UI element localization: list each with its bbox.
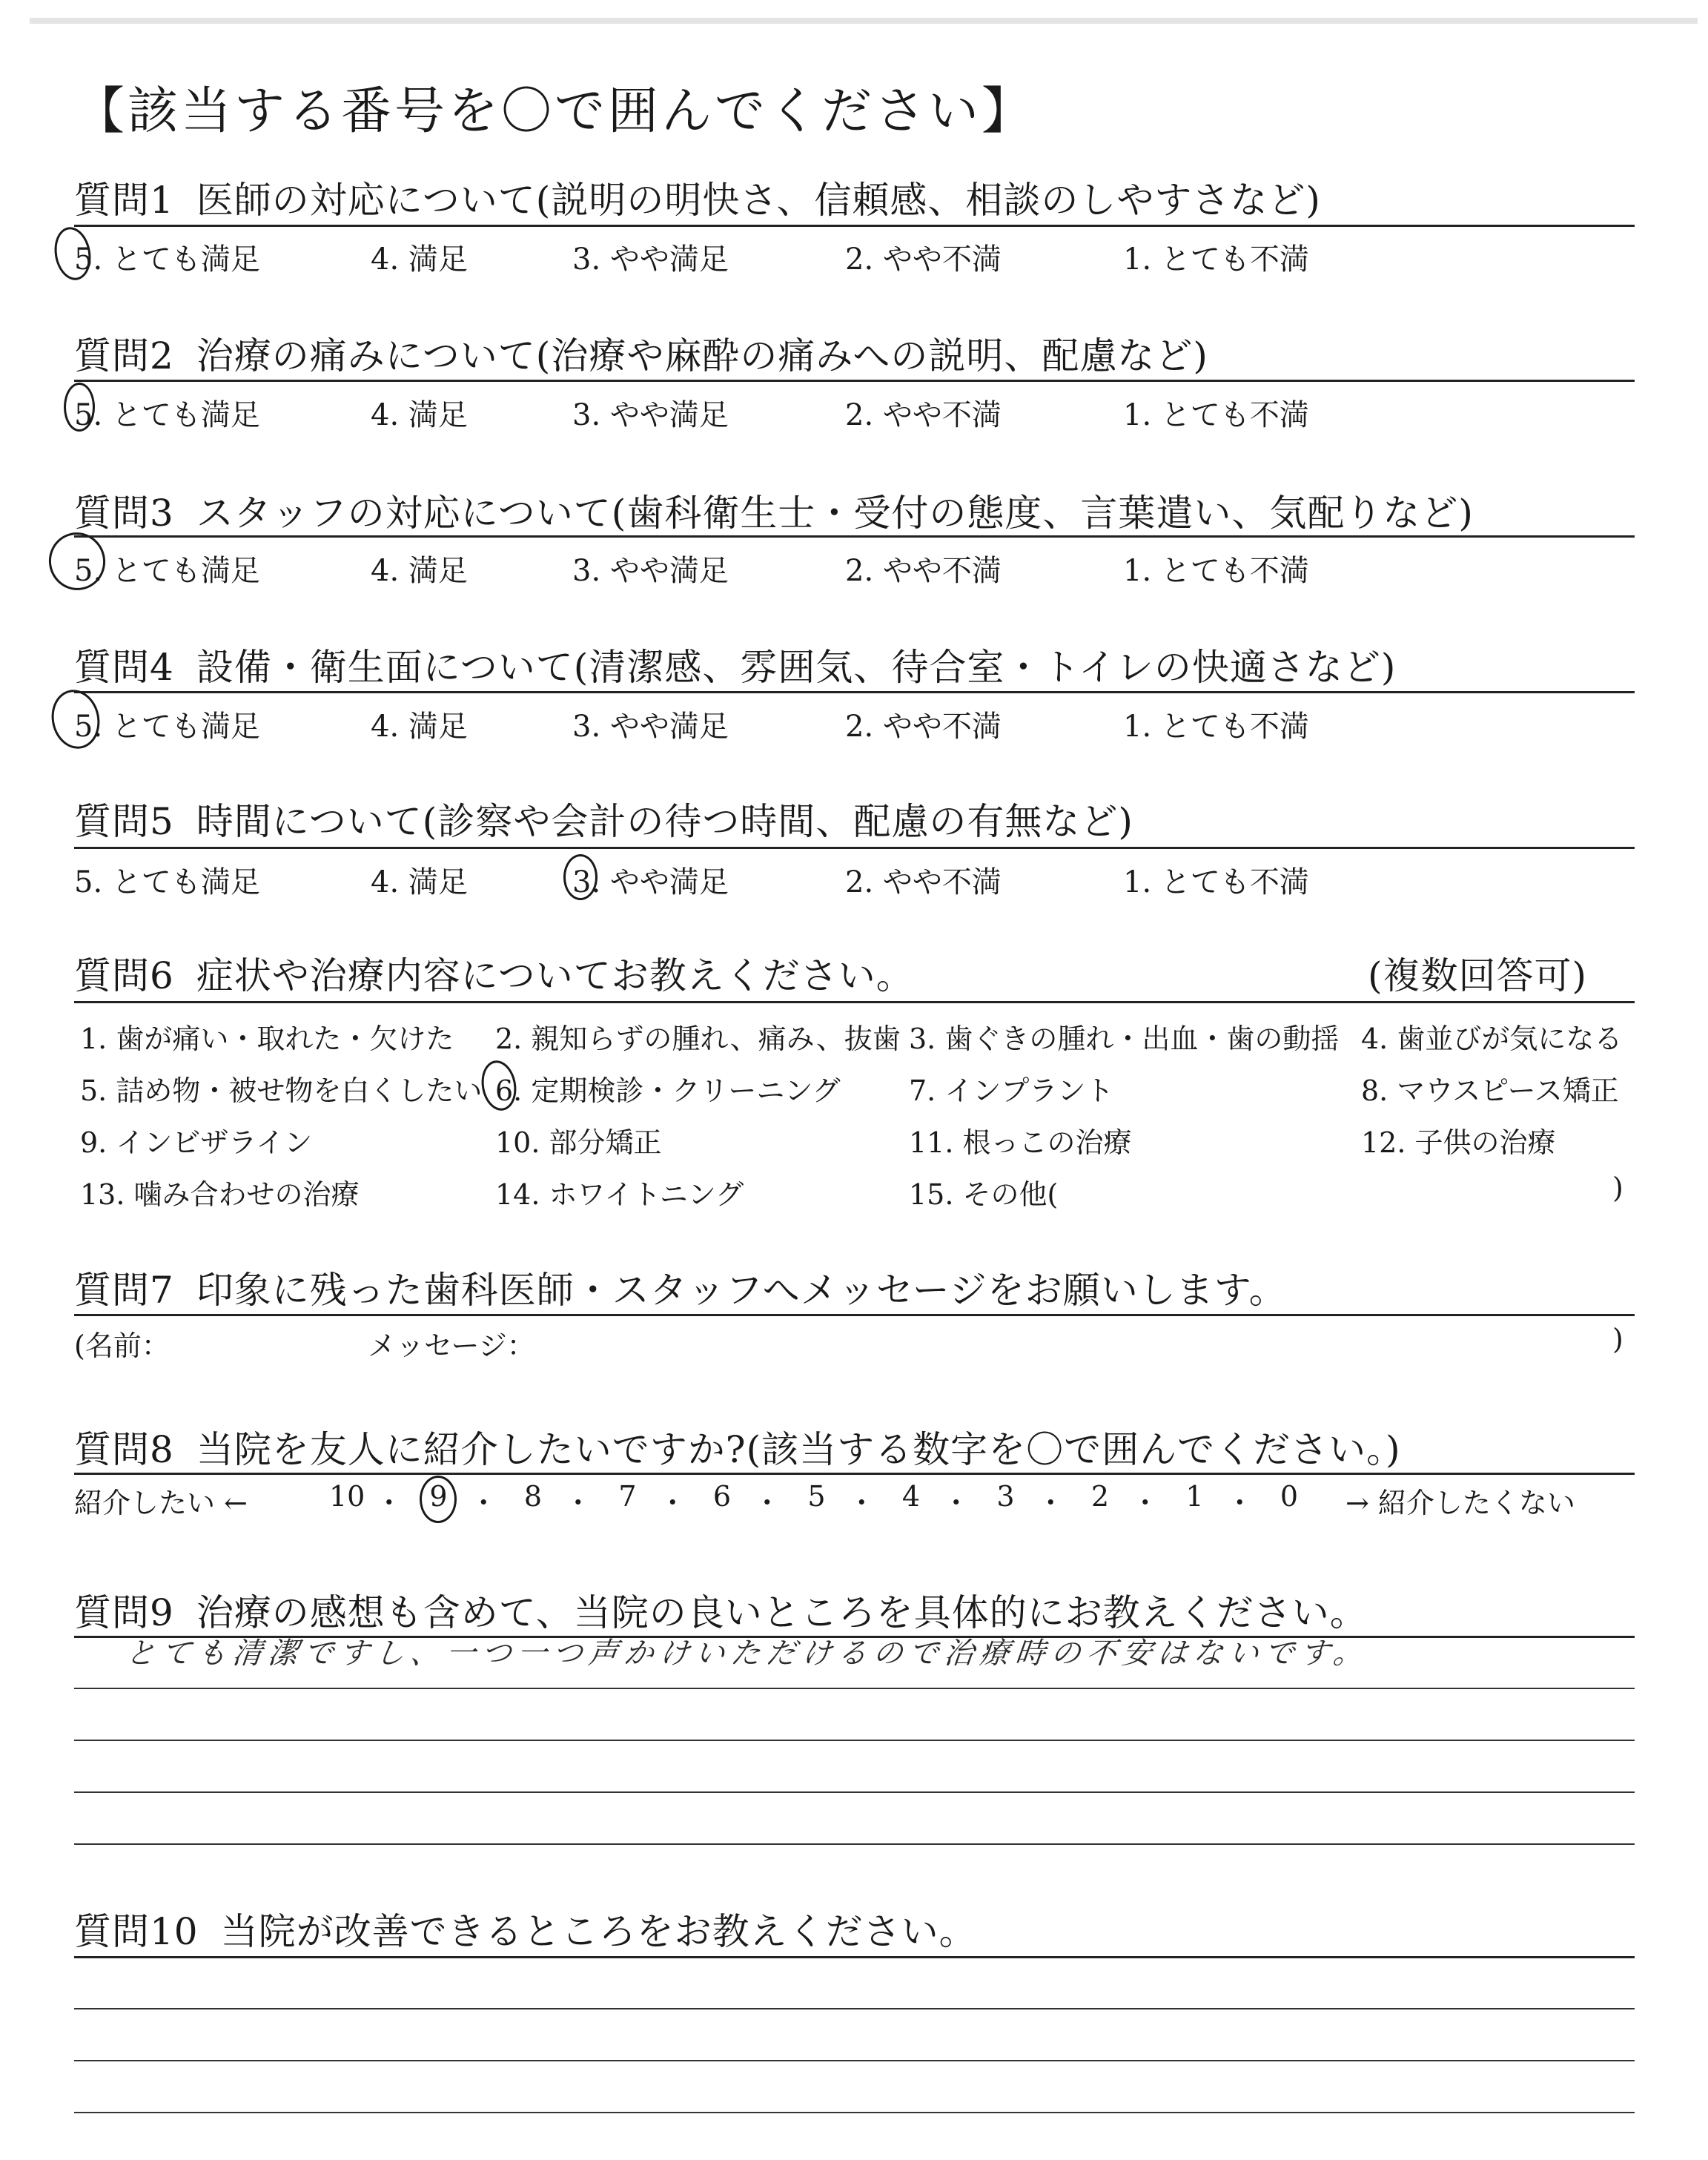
q2-option-5[interactable]: 5. とても満足 — [74, 398, 260, 432]
question-7 — [74, 1261, 1287, 1314]
q8-separator-dot: ・ — [1036, 1487, 1065, 1519]
question-7-rule — [74, 1314, 1635, 1316]
question-4 — [74, 638, 1396, 691]
question-6-number: 質問6 — [74, 954, 174, 997]
q6-item-4[interactable]: 4. 歯並びが気になる — [1361, 1023, 1623, 1055]
q8-separator-dot: ・ — [374, 1487, 403, 1519]
q3-option-5[interactable]: 5. とても満足 — [74, 554, 260, 588]
q8-score-10[interactable]: 10 — [329, 1480, 365, 1513]
question-5-rule — [74, 847, 1635, 849]
q8-score-3[interactable]: 3 — [996, 1480, 1015, 1513]
q8-selection-circle — [420, 1476, 457, 1523]
q2-option-2[interactable]: 2. やや不満 — [845, 398, 1002, 432]
q8-score-1[interactable]: 1 — [1185, 1480, 1204, 1513]
q6-item-12[interactable]: 12. 子供の治療 — [1361, 1126, 1556, 1159]
question-4-number: 質問4 — [74, 646, 174, 689]
q1-option-2[interactable]: 2. やや不満 — [845, 242, 1002, 277]
question-3 — [74, 483, 1474, 537]
question-7-number: 質問7 — [74, 1269, 174, 1312]
question-8-number: 質問8 — [74, 1428, 174, 1471]
q9-answer-line-1 — [74, 1688, 1635, 1689]
q7-close-paren: ) — [1612, 1323, 1623, 1355]
q8-separator-dot: ・ — [563, 1487, 592, 1519]
q6-item-8[interactable]: 8. マウスピース矯正 — [1361, 1074, 1619, 1107]
q8-separator-dot: ・ — [847, 1487, 876, 1519]
q8-separator-dot: ・ — [469, 1487, 498, 1519]
question-2-text: 治療の痛みについて(治療や麻酔の痛みへの説明、配慮など) — [196, 334, 1208, 377]
q8-separator-dot: ・ — [658, 1487, 687, 1519]
q6-item-10[interactable]: 10. 部分矯正 — [495, 1126, 662, 1159]
q7-name-label: (名前： — [74, 1330, 170, 1362]
q6-item-1[interactable]: 1. 歯が痛い・取れた・欠けた — [80, 1023, 454, 1055]
q5-option-3[interactable]: 3. やや満足 — [572, 865, 729, 899]
question-8-text: 当院を友人に紹介したいですか?(該当する数字を〇で囲んでください。) — [196, 1428, 1401, 1471]
q8-score-5[interactable]: 5 — [807, 1480, 826, 1513]
q8-score-6[interactable]: 6 — [712, 1480, 732, 1513]
q10-answer-line-3 — [74, 2112, 1635, 2113]
question-1-rule — [74, 225, 1635, 227]
question-2-rule — [74, 380, 1635, 382]
q9-answer-line-4 — [74, 1843, 1635, 1845]
q5-option-1[interactable]: 1. とても不満 — [1123, 865, 1309, 899]
q6-item-9[interactable]: 9. インビザライン — [80, 1126, 313, 1159]
q8-score-9[interactable]: 9 — [429, 1480, 448, 1513]
q4-option-5[interactable]: 5. とても満足 — [74, 710, 260, 744]
form-title: 【該当する番号を〇で囲んでください】 — [74, 82, 1036, 141]
question-8-rule — [74, 1473, 1635, 1475]
q3-option-3[interactable]: 3. やや満足 — [572, 554, 729, 588]
q8-separator-dot: ・ — [752, 1487, 781, 1519]
q10-answer-line-2 — [74, 2060, 1635, 2061]
scan-top-margin — [0, 0, 1708, 16]
q8-separator-dot: ・ — [941, 1487, 970, 1519]
q8-right-label: → 紹介したくない — [1345, 1487, 1575, 1519]
q3-option-1[interactable]: 1. とても不満 — [1123, 554, 1309, 588]
q6-item-7[interactable]: 7. インプラント — [909, 1074, 1114, 1107]
question-5-number: 質問5 — [74, 800, 174, 843]
q9-answer-line-3 — [74, 1791, 1635, 1793]
q8-separator-dot: ・ — [1225, 1487, 1254, 1519]
q9-answer-line-2 — [74, 1740, 1635, 1741]
q5-option-4[interactable]: 4. 満足 — [371, 865, 468, 899]
question-9-number: 質問9 — [74, 1591, 174, 1634]
question-9 — [74, 1583, 1368, 1636]
q7-message-label: メッセージ： — [368, 1330, 535, 1362]
question-5-text: 時間について(診察や会計の待つ時間、配慮の有無など) — [196, 800, 1133, 843]
q5-selection-circle — [563, 854, 598, 900]
q6-item-13[interactable]: 13. 噛み合わせの治療 — [80, 1178, 360, 1211]
question-5 — [74, 792, 1133, 845]
question-10-number: 質問10 — [74, 1910, 199, 1953]
q8-score-0[interactable]: 0 — [1280, 1480, 1299, 1513]
question-2-number: 質問2 — [74, 334, 174, 377]
q4-option-2[interactable]: 2. やや不満 — [845, 710, 1002, 744]
question-10-rule — [74, 1956, 1635, 1958]
scan-edge-shadow — [30, 18, 1698, 24]
q6-item-14[interactable]: 14. ホワイトニング — [495, 1178, 744, 1211]
q8-score-4[interactable]: 4 — [901, 1480, 921, 1513]
q3-option-4[interactable]: 4. 満足 — [371, 554, 468, 588]
q6-item-11[interactable]: 11. 根っこの治療 — [909, 1126, 1132, 1159]
question-4-rule — [74, 691, 1635, 693]
q9-handwritten-answer: とても清潔ですし、一つ一つ声かけいただけるので治療時の不安はないです。 — [124, 1636, 1371, 1671]
q10-answer-line-1 — [74, 2008, 1635, 2009]
question-6-rule — [74, 1001, 1635, 1003]
q2-option-1[interactable]: 1. とても不満 — [1123, 398, 1309, 432]
q2-option-4[interactable]: 4. 満足 — [371, 398, 468, 432]
question-2 — [74, 326, 1208, 380]
question-6 — [74, 946, 914, 1000]
question-3-text: スタッフの対応について(歯科衛生士・受付の態度、言葉遣い、気配りなど) — [196, 492, 1474, 535]
question-6-text: 症状や治療内容についてお教えください。 — [196, 954, 914, 997]
question-7-text: 印象に残った歯科医師・スタッフへメッセージをお願いします。 — [196, 1269, 1287, 1312]
q6-item-3[interactable]: 3. 歯ぐきの腫れ・出血・歯の動揺 — [909, 1023, 1340, 1055]
q6-item-5[interactable]: 5. 詰め物・被せ物を白くしたい — [80, 1074, 483, 1107]
question-8 — [74, 1420, 1401, 1473]
q6-item-6[interactable]: 6. 定期検診・クリーニング — [495, 1074, 841, 1107]
q6-item-15[interactable]: 15. その他( — [909, 1178, 1059, 1211]
q8-separator-dot: ・ — [1131, 1487, 1159, 1519]
q8-score-8[interactable]: 8 — [523, 1480, 543, 1513]
q2-option-3[interactable]: 3. やや満足 — [572, 398, 729, 432]
question-1-text: 医師の対応について(説明の明快さ、信頼感、相談のしやすさなど) — [196, 179, 1321, 222]
q8-score-2[interactable]: 2 — [1090, 1480, 1110, 1513]
q3-option-2[interactable]: 2. やや不満 — [845, 554, 1002, 588]
q5-option-2[interactable]: 2. やや不満 — [845, 865, 1002, 899]
question-3-rule — [74, 535, 1635, 538]
question-1-number: 質問1 — [74, 179, 174, 222]
q1-option-4[interactable]: 4. 満足 — [371, 242, 468, 277]
q4-option-4[interactable]: 4. 満足 — [371, 710, 468, 744]
q8-score-7[interactable]: 7 — [618, 1480, 637, 1513]
question-3-number: 質問3 — [74, 492, 174, 535]
q6-item-15-close-paren: ) — [1612, 1172, 1623, 1204]
q1-option-1[interactable]: 1. とても不満 — [1123, 242, 1309, 277]
question-6-multi-note: (複数回答可) — [1368, 954, 1588, 997]
question-10-text: 当院が改善できるところをお教えください。 — [220, 1910, 977, 1953]
q5-option-5[interactable]: 5. とても満足 — [74, 865, 260, 899]
q1-option-5[interactable]: 5. とても満足 — [74, 242, 260, 277]
question-9-text: 治療の感想も含めて、当院の良いところを具体的にお教えください。 — [196, 1591, 1368, 1634]
q6-item-2[interactable]: 2. 親知らずの腫れ、痛み、抜歯 — [495, 1023, 901, 1055]
q8-left-label: 紹介したい ← — [74, 1487, 248, 1519]
question-10 — [74, 1902, 977, 1955]
q4-option-1[interactable]: 1. とても不満 — [1123, 710, 1309, 744]
q4-option-3[interactable]: 3. やや満足 — [572, 710, 729, 744]
q2-selection-circle — [64, 383, 95, 432]
question-4-text: 設備・衛生面について(清潔感、雰囲気、待合室・トイレの快適さなど) — [196, 646, 1397, 689]
question-1 — [74, 171, 1321, 224]
q1-option-3[interactable]: 3. やや満足 — [572, 242, 729, 277]
